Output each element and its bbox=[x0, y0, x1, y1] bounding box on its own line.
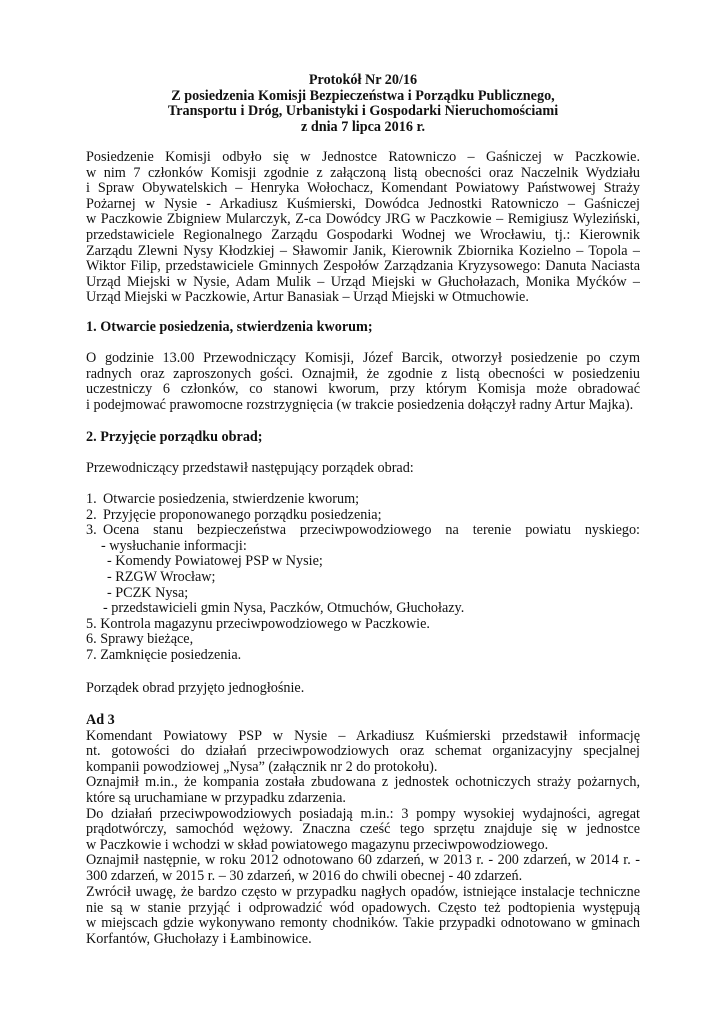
sub-item: - RZGW Wrocław; bbox=[107, 568, 216, 585]
text-line: Oznajmił następnie, w roku 2012 odnotowano 60 zdarzeń, w 2013 r. - 200 zdarzeń, w 2014 r. - bbox=[86, 853, 640, 869]
section-1-paragraph bbox=[86, 351, 640, 413]
text-line: Porządek obrad przyjęto jednogłośnie. bbox=[86, 680, 305, 696]
sub-item: - PCZK Nysa; bbox=[107, 584, 189, 601]
agenda-item: 6. Sprawy bieżące, bbox=[86, 631, 194, 648]
text-line: Posiedzenie Komisji odbyło się w Jednostce Ratowniczo – Gaśniczej w Paczkowie. bbox=[86, 150, 640, 165]
section-1 bbox=[86, 320, 640, 336]
sub-item: - wysłuchanie informacji: bbox=[101, 537, 247, 554]
text-line: O godzinie 13.00 Przewodniczący Komisji, Józef Barcik, otworzył posiedzenie po czym bbox=[86, 351, 640, 366]
agenda-item bbox=[86, 508, 640, 524]
section-heading: 2. Przyjęcie porządku obrad; bbox=[86, 429, 263, 445]
section-heading: 1. Otwarcie posiedzenia, stwierdzenia kworum; bbox=[86, 319, 373, 335]
item-text: Ocena stanu bezpieczeństwa przeciwpowodziowego na terenie powiatu nyskiego: bbox=[103, 523, 640, 539]
text-line: Zarządu Zlewni Nysy Kłodzkiej – Sławomir Janik, Kierownik Zbiornika Kozielno – Topola – bbox=[86, 243, 640, 259]
text-line: Komendant Powiatowy PSP w Nysie – Arkadiusz Kuśmierski przedstawił informację bbox=[86, 728, 640, 744]
text-line: Zwrócił uwagę, że bardzo często w przypadku nagłych opadów, istniejące instalacje techniczne bbox=[86, 885, 640, 900]
ad3-section bbox=[86, 713, 640, 885]
ad3-paragraph-2 bbox=[86, 885, 640, 947]
item-number: 3. bbox=[86, 522, 97, 539]
text-line: Korfantów, Głuchołazy i Łambinowice. bbox=[86, 930, 312, 947]
text-line: nie są w stanie przyjąć i odprowadzić wód opadowych. Często też podtopienia występują bbox=[86, 900, 640, 916]
text-line: w nim 7 członków Komisji zgodnie z załączoną listą obecności oraz Naczelnik Wydziału bbox=[86, 165, 640, 181]
text-line: Przewodniczący przedstawił następujący porządek obrad: bbox=[86, 460, 414, 476]
text-line: Pożarnej w Nysie - Arkadiusz Kuśmierski, Dowódca Jednostki Ratowniczo – Gaśniczej bbox=[86, 196, 640, 212]
agenda-item: 7. Zamknięcie posiedzenia. bbox=[86, 646, 242, 663]
agenda-item bbox=[86, 492, 640, 508]
agenda-outcome bbox=[86, 681, 640, 697]
text-line: kompanii powodziowej „Nysa” (załącznik nr 2 do protokołu). bbox=[86, 758, 438, 775]
text-line: nt. gotowości do działań przeciwpowodziowych oraz schemat organizacyjny specjalnej bbox=[86, 744, 640, 760]
intro-paragraph bbox=[86, 150, 640, 306]
text-line: Do działań przeciwpowodziowych posiadają m.in.: 3 pompy wysokiej wydajności, agregat bbox=[86, 806, 640, 822]
section-heading: Ad 3 bbox=[86, 712, 115, 728]
text-line: prądotwórczy, samochód wężowy. Znaczna cześć tego sprzętu znajduje się w jednostce bbox=[86, 822, 640, 838]
title-line: z dnia 7 lipca 2016 r. bbox=[300, 118, 426, 135]
section-2 bbox=[86, 430, 640, 446]
document-title bbox=[86, 73, 640, 135]
text-line: radnych oraz zaproszonych gości. Oznajmił, że zgodnie z listą obecności w posiedzeniu bbox=[86, 366, 640, 382]
agenda-item bbox=[86, 523, 640, 539]
text-line: i Spraw Obywatelskich – Henryka Wołochacz, Komendant Powiatowy Państwowej Straży bbox=[86, 181, 640, 197]
item-text: Przyjęcie proponowanego porządku posiedzenia; bbox=[103, 506, 382, 523]
agenda-item: 5. Kontrola magazynu przeciwpowodziowego w Paczkowie. bbox=[86, 615, 430, 632]
sub-item: - Komendy Powiatowej PSP w Nysie; bbox=[107, 553, 323, 570]
item-text: Otwarcie posiedzenia, stwierdzenie kworum; bbox=[103, 491, 360, 507]
section-2-intro bbox=[86, 461, 640, 477]
text-line: przedstawiciele Regionalnego Zarządu Gospodarki Wodnej we Wrocławiu, tj.: Kierownik bbox=[86, 227, 640, 243]
text-line: w miejscach gdzie wykonywano remonty chodników. Takie przypadki odnotowano w gminach bbox=[86, 916, 640, 932]
text-line: Urząd Miejski w Paczkowie, Artur Banasiak – Urząd Miejski w Otmuchowie. bbox=[86, 289, 529, 306]
text-line: które są uruchamiane w przypadku zdarzenia. bbox=[86, 789, 346, 806]
text-line: w Paczkowie Zbigniew Mularczyk, Z-ca Dowódcy JRG w Paczkowie – Remigiusz Wyleziński, bbox=[86, 212, 640, 228]
sub-item: - przedstawicieli gmin Nysa, Paczków, Otmuchów, Głuchołazy. bbox=[103, 600, 465, 617]
item-number: 2. bbox=[86, 506, 97, 523]
text-line: i podejmować prawomocne rozstrzygnięcia (w trakcie posiedzenia dołączył radny Artur Majka). bbox=[86, 396, 634, 413]
text-line: w Paczkowie i wchodzi w skład powiatowego magazynu przeciwpowodziowego. bbox=[86, 836, 549, 853]
text-line: Urząd Miejski w Nysie, Adam Mulik – Urząd Miejski w Głuchołazach, Monika Myćków – bbox=[86, 274, 640, 290]
text-line: Oznajmił m.in., że kompania została zbudowana z jednostek ochotniczych straży pożarnych, bbox=[86, 775, 640, 791]
agenda-list bbox=[86, 492, 640, 664]
text-line: uczestniczy 6 członków, co stanowi kworum, przy którym Komisja może obradować bbox=[86, 382, 640, 398]
text-line: 300 zdarzeń, w 2015 r. – 30 zdarzeń, w 2016 do chwili obecnej - 40 zdarzeń. bbox=[86, 867, 523, 884]
text-line: Wiktor Filip, przedstawiciele Gminnych Zespołów Zarządzania Kryzysowego: Danuta Naciasta bbox=[86, 259, 640, 275]
item-number: 1. bbox=[86, 491, 97, 507]
title-line: Transportu i Dróg, Urbanistyki i Gospodarki Nieruchomościami bbox=[167, 103, 559, 120]
title-line: Z posiedzenia Komisji Bezpieczeństwa i Porządku Publicznego, bbox=[171, 87, 555, 104]
title-line: Protokół Nr 20/16 bbox=[308, 72, 418, 88]
